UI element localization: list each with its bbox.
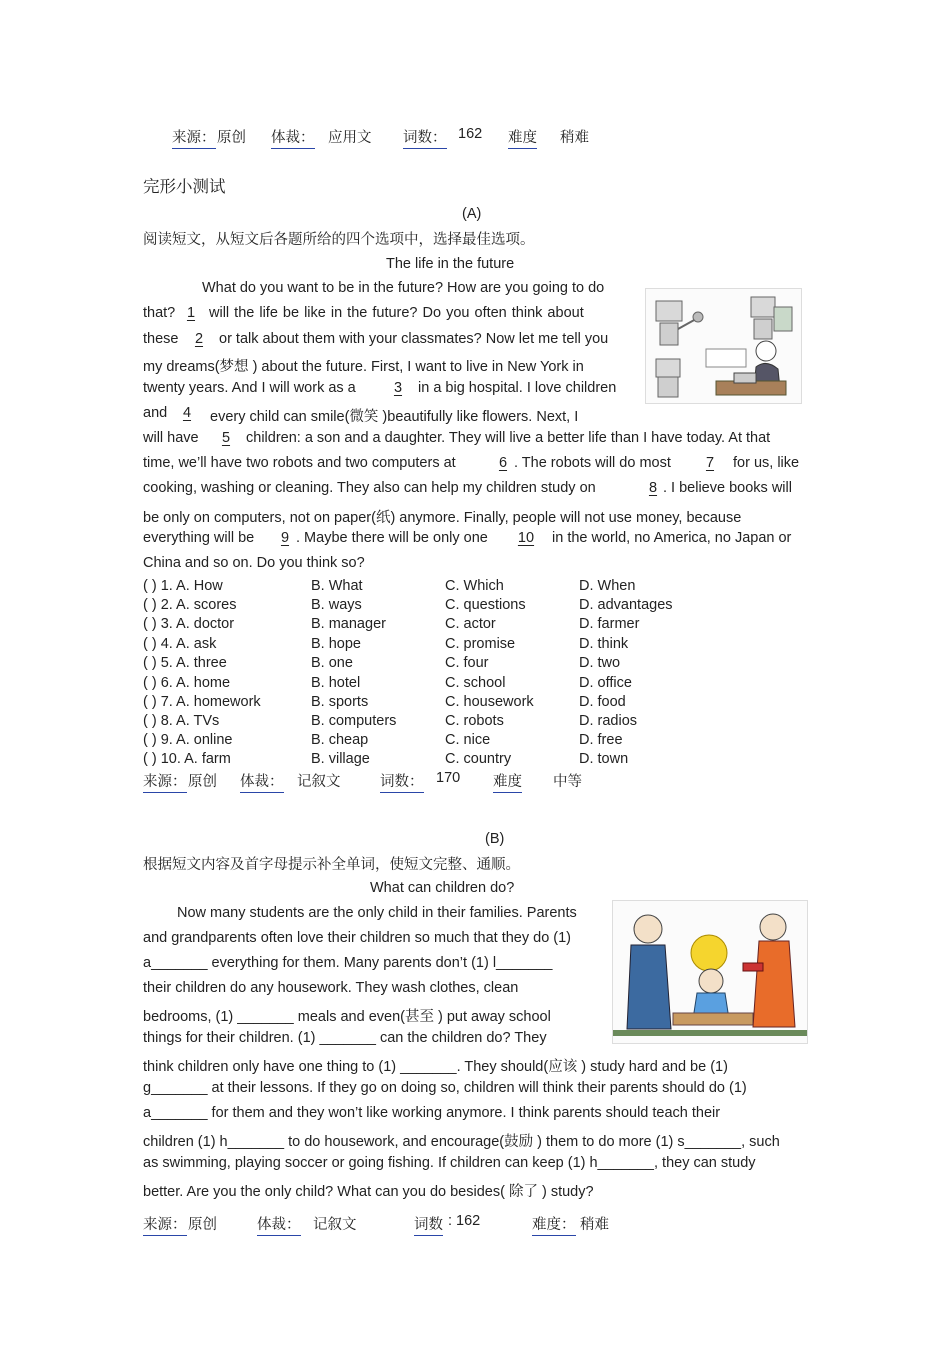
meta-genre-label: 体裁： [240, 770, 284, 793]
question-number: ( ) 6. A. home [143, 675, 231, 691]
question-number: ( ) 8. A. TVs [143, 713, 220, 729]
option-c[interactable]: C. promise [445, 636, 516, 652]
passage-line: or talk about them with your classmates? Now let me tell you [219, 331, 609, 347]
passage-line: What do you want to be in the future? How are you going to do [202, 280, 605, 296]
passage-line: a_______ for them and they won’t like working anymore. I think parents should teach their [143, 1105, 721, 1121]
question-row [143, 615, 703, 634]
option-b[interactable]: B. one [311, 655, 353, 671]
option-d[interactable]: D. food [579, 694, 626, 710]
robots-illustration-icon [646, 289, 801, 403]
question-row [143, 674, 703, 693]
part-a-instruction: 阅读短文，从短文后各题所给的四个选项中，选择最佳选项。 [143, 232, 535, 248]
option-c[interactable]: C. Which [445, 578, 504, 594]
question-row [143, 731, 703, 750]
part-a-label: (A) [462, 206, 482, 222]
section-title: 完形小测试 [143, 178, 226, 196]
blank-6: 6 [498, 455, 508, 471]
question-number: ( ) 4. A. ask [143, 636, 217, 652]
passage-line: Now many students are the only child in their families. Parents [177, 905, 577, 921]
passage-line: everything will be [143, 530, 255, 546]
part-b-label: (B) [485, 831, 505, 847]
meta-difficulty-label: 难度 [508, 126, 537, 149]
passage-line: will have [143, 430, 199, 446]
question-number: ( ) 9. A. online [143, 732, 233, 748]
part-a-title: The life in the future [386, 256, 515, 272]
meta-source-label: 来源： [143, 770, 187, 793]
option-d[interactable]: D. radios [579, 713, 638, 729]
meta-source-value: 原创 [188, 1217, 217, 1233]
option-d[interactable]: D. two [579, 655, 621, 671]
passage-line: g_______ at their lessons. If they go on doing so, children will think their parents should do (1) [143, 1080, 747, 1096]
passage-line: these [143, 331, 179, 347]
option-b[interactable]: B. manager [311, 616, 386, 632]
part-b-title: What can children do? [370, 880, 515, 896]
question-number: ( ) 7. A. homework [143, 694, 261, 710]
meta-words-label: 词数： [403, 126, 447, 149]
passage-line: be only on computers, not on paper(纸) anymore. Finally, people will not use money, because [143, 510, 742, 526]
passage-line: time, we’ll have two robots and two computers at [143, 455, 456, 471]
option-b[interactable]: B. sports [311, 694, 369, 710]
option-d[interactable]: D. When [579, 578, 636, 594]
option-b[interactable]: B. What [311, 578, 363, 594]
question-number: ( ) 1. A. How [143, 578, 223, 594]
passage-line: in a big hospital. I love children [418, 380, 617, 396]
option-c[interactable]: C. nice [445, 732, 491, 748]
blank-4: 4 [182, 405, 192, 421]
option-b[interactable]: B. village [311, 751, 370, 767]
option-b[interactable]: B. hotel [311, 675, 361, 691]
passage-line: as swimming, playing soccer or going fishing. If children can keep (1) h_______, they can study [143, 1155, 756, 1171]
option-c[interactable]: C. school [445, 675, 506, 691]
passage-line: cooking, washing or cleaning. They also can help my children study on [143, 480, 596, 496]
option-d[interactable]: D. advantages [579, 597, 673, 613]
question-number: ( ) 10. A. farm [143, 751, 231, 767]
meta-source-value: 原创 [217, 130, 246, 146]
blank-1: 1 [186, 305, 196, 321]
option-c[interactable]: C. housework [445, 694, 534, 710]
passage-line: . Maybe there will be only one [296, 530, 488, 546]
passage-line: for us, like [733, 455, 800, 471]
option-c[interactable]: C. four [445, 655, 489, 671]
question-row [143, 750, 703, 769]
meta-difficulty-value: 稍难 [560, 130, 589, 146]
meta-words-value: : 162 [448, 1213, 481, 1229]
passage-line: a_______ everything for them. Many parents don’t (1) l_______ [143, 955, 553, 971]
option-c[interactable]: C. questions [445, 597, 526, 613]
passage-line: . I believe books will [663, 480, 792, 496]
part-b-instruction: 根据短文内容及首字母提示补全单词，使短文完整、通顺。 [143, 857, 520, 873]
meta-genre-value: 记叙文 [297, 774, 341, 790]
meta-difficulty-label: 难度 [493, 770, 522, 793]
meta-words-label: 词数： [380, 770, 424, 793]
meta-genre-value: 应用文 [328, 130, 372, 146]
passage-line: think children only have one thing to (1) _______. They should(应该 ) study hard and be (1) [143, 1059, 728, 1075]
passage-line: children: a son and a daughter. They will live a better life than I have today. At that [246, 430, 771, 446]
question-number: ( ) 3. A. doctor [143, 616, 235, 632]
meta-genre-label: 体裁： [271, 126, 315, 149]
passage-line: things for their children. (1) _______ can the children do? They [143, 1030, 547, 1046]
family-illustration-icon [613, 901, 807, 1043]
passage-line: in the world, no America, no Japan or [552, 530, 792, 546]
question-row [143, 712, 703, 731]
robots-illustration [645, 288, 802, 404]
meta-genre-label: 体裁： [257, 1213, 301, 1236]
meta-source-label: 来源： [172, 126, 216, 149]
option-b[interactable]: B. computers [311, 713, 397, 729]
option-d[interactable]: D. office [579, 675, 632, 691]
question-row [143, 654, 703, 673]
question-number: ( ) 2. A. scores [143, 597, 237, 613]
passage-line: and grandparents often love their children so much that they do (1) [143, 930, 572, 946]
question-row [143, 635, 703, 654]
meta-source-value: 原创 [188, 774, 217, 790]
option-d[interactable]: D. town [579, 751, 629, 767]
passage-line: bedrooms, (1) _______ meals and even(甚至 ) put away school [143, 1009, 551, 1025]
option-d[interactable]: D. think [579, 636, 629, 652]
meta-difficulty-value: 稍难 [580, 1217, 609, 1233]
option-b[interactable]: B. cheap [311, 732, 369, 748]
passage-line: . The robots will do most [514, 455, 671, 471]
passage-line: will the life be like in the future? Do you often think about [209, 305, 584, 321]
blank-3: 3 [393, 380, 403, 396]
passage-line: my dreams(梦想 ) about the future. First, I want to live in New York in [143, 359, 584, 375]
passage-line: China and so on. Do you think so? [143, 555, 365, 571]
question-row [143, 596, 703, 615]
meta-words-value: 170 [436, 770, 461, 786]
passage-line: that? [143, 305, 176, 321]
option-d[interactable]: D. free [579, 732, 623, 748]
blank-10: 10 [517, 530, 535, 546]
question-row [143, 577, 703, 596]
blank-8: 8 [648, 480, 658, 496]
passage-line: their children do any housework. They wash clothes, clean [143, 980, 519, 996]
option-c[interactable]: C. country [445, 751, 512, 767]
meta-words-value: 162 [458, 126, 483, 142]
passage-line: every child can smile(微笑 )beautifully like flowers. Next, I [210, 409, 579, 425]
option-c[interactable]: C. robots [445, 713, 504, 729]
passage-line: better. Are you the only child? What can you do besides( 除了 ) study? [143, 1184, 594, 1200]
blank-2: 2 [194, 331, 204, 347]
blank-5: 5 [221, 430, 231, 446]
passage-line: children (1) h_______ to do housework, and encourage(鼓励 ) them to do more (1) s_______, such [143, 1134, 780, 1150]
option-d[interactable]: D. farmer [579, 616, 640, 632]
option-b[interactable]: B. ways [311, 597, 362, 613]
meta-difficulty-label: 难度： [532, 1213, 576, 1236]
passage-line: and [143, 405, 168, 421]
blank-9: 9 [280, 530, 290, 546]
family-illustration [612, 900, 808, 1044]
blank-7: 7 [705, 455, 715, 471]
meta-source-label: 来源： [143, 1213, 187, 1236]
meta-difficulty-value: 中等 [553, 774, 582, 790]
meta-genre-value: 记叙文 [313, 1217, 357, 1233]
option-b[interactable]: B. hope [311, 636, 361, 652]
question-row [143, 693, 703, 712]
option-c[interactable]: C. actor [445, 616, 496, 632]
meta-words-label: 词数 [414, 1213, 443, 1236]
passage-line: twenty years. And I will work as a [143, 380, 356, 396]
question-number: ( ) 5. A. three [143, 655, 227, 671]
